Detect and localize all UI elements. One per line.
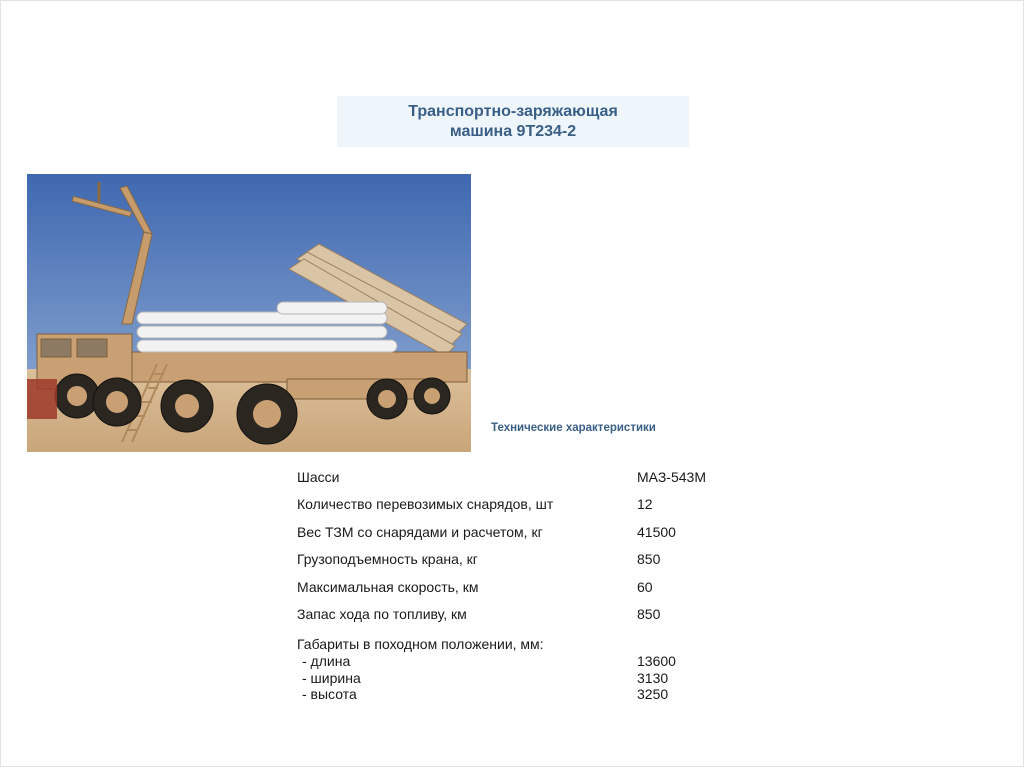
dimension-row (297, 686, 777, 703)
dimension-label: - длина (302, 653, 351, 670)
spec-row (297, 551, 777, 578)
spec-value: 12 (637, 496, 653, 513)
title-line-2: машина 9Т234-2 (449, 122, 577, 140)
dimension-row (297, 653, 777, 670)
spec-value: 850 (637, 551, 661, 568)
spec-label: Максимальная скорость, км (297, 578, 479, 595)
spec-label: Вес ТЗМ со снарядами и расчетом, кг (297, 523, 543, 540)
spec-row (297, 524, 777, 551)
dimension-value: 13600 (637, 653, 676, 670)
dimension-label: - ширина (302, 669, 361, 686)
spec-row (297, 579, 777, 606)
dimension-value: 3250 (637, 686, 669, 703)
specs-table (297, 469, 777, 703)
spec-row (297, 469, 777, 496)
spec-row (297, 606, 777, 633)
spec-label: Количество перевозимых снарядов, шт (297, 496, 554, 513)
dimension-value: 3130 (637, 669, 669, 686)
spec-label: Шасси (297, 469, 340, 485)
spec-label: Грузоподъемность крана, кг (297, 551, 478, 568)
spec-value: 850 (637, 605, 661, 622)
spec-label: Запас хода по топливу, км (297, 605, 467, 622)
spec-value: МАЗ-543М (637, 469, 706, 485)
specs-heading: Технические характеристики (491, 422, 656, 434)
spec-row (297, 496, 777, 523)
vehicle-photo (27, 174, 471, 452)
slide-title (337, 96, 689, 147)
title-line-1: Транспортно-заряжающая (408, 102, 618, 120)
dimensions-label: Габариты в походном положении, мм: (297, 636, 544, 653)
rear-guard (27, 379, 57, 419)
dimension-row (297, 670, 777, 687)
dimension-label: - высота (302, 686, 357, 703)
dimensions-block (297, 636, 777, 703)
spec-value: 41500 (637, 523, 676, 540)
spec-value: 60 (637, 578, 653, 595)
